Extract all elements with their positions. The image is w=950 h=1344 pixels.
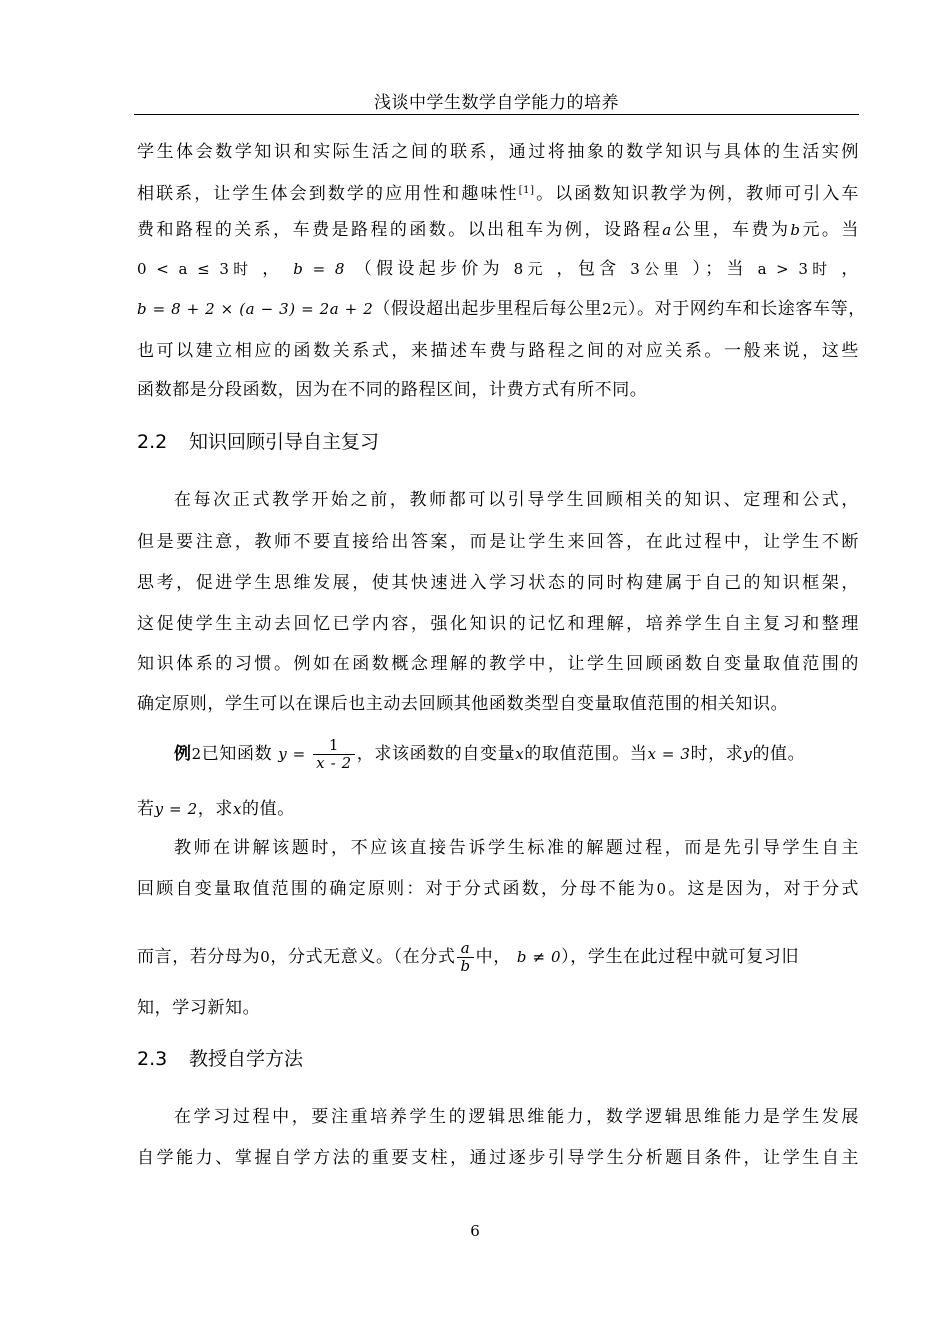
paragraph-line: 但是要注意，教师不要直接给出答案，而是让学生来回答，在此过程中，让学生不断 (137, 532, 859, 552)
paragraph-line: 知，学习新知。 (137, 998, 261, 1018)
paragraph-line: b = 8 + 2 × (a − 3) = 2a + 2（假设超出起步里程后每公里2元）。对于网约车和长途客车等， (137, 299, 866, 319)
paragraph-line: 教师在讲解该题时，不应该直接告诉学生标准的解题过程，而是先引导学生自主 (174, 838, 859, 858)
paragraph-line: 0 < a ≤ 3时 ， b = 8 （假设起步价为 8元 ，包含 3公里 ）；当 a > 3时 ， (137, 259, 859, 279)
paragraph-line: 思考，促进学生思维发展，使其快速进入学习状态的同时构建属于自己的知识框架， (137, 573, 859, 593)
running-header: 浅谈中学生数学自学能力的培养 (374, 93, 619, 113)
paragraph-line: 在每次正式教学开始之前，教师都可以引导学生回顾相关的知识、定理和公式， (174, 490, 859, 510)
section-heading: 2.2 知识回顾引导自主复习 (137, 431, 380, 453)
header-rule (134, 114, 859, 115)
paragraph-line: 回顾自变量取值范围的确定原则：对于分式函数，分母不能为0。这是因为，对于分式 (137, 879, 859, 899)
paragraph-line: 学生体会数学知识和实际生活之间的联系，通过将抽象的数学知识与具体的生活实例 (137, 142, 859, 162)
paragraph-line: 自学能力、掌握自学方法的重要支柱，通过逐步引导学生分析题目条件，让学生自主 (137, 1148, 859, 1168)
paragraph-line: 也可以建立相应的函数关系式，来描述车费与路程之间的对应关系。一般来说，这些 (137, 341, 859, 361)
section-heading: 2.3 教授自学方法 (137, 1048, 304, 1070)
fraction: $\frac{a}{b}$ (457, 940, 473, 975)
example-line: 例2已知函数 y = $\frac{1}{x - 2}$ ，求该函数的自变量x的取值范围。当x = 3时，求y的值。 (174, 736, 806, 772)
paragraph-line: 在学习过程中，要注重培养学生的逻辑思维能力，数学逻辑思维能力是学生发展 (174, 1107, 859, 1127)
paragraph-line: 这促使学生主动去回忆已学内容，强化知识的记忆和理解，培养学生自主复习和整理 (137, 614, 859, 634)
fraction: $\frac{1}{x - 2}$ (313, 737, 355, 772)
example-label: 例 (174, 744, 192, 764)
citation: [1] (518, 185, 535, 196)
page-number: 6 (470, 1222, 480, 1240)
paragraph-line: 而言，若分母为0，分式无意义。（在分式 $\frac{a}{b}$ 中， b ≠ 0），学生在此过程中就可复习旧 (137, 939, 800, 975)
formula: b = 8 + 2 × (a − 3) = 2a + 2 (137, 300, 374, 318)
paragraph-line: 费和路程的关系，车费是路程的函数。以出租车为例，设路程a公里，车费为b元。当 (137, 220, 859, 240)
paragraph-line: 函数都是分段函数，因为在不同的路程区间，计费方式有所不同。 (137, 380, 648, 400)
paragraph-line: 相联系，让学生体会到数学的应用性和趣味性[1]。以函数知识教学为例，教师可引入车 (137, 184, 860, 204)
example-line: 若y = 2，求x的值。 (137, 799, 295, 819)
paragraph-line: 知识体系的习惯。例如在函数概念理解的教学中，让学生回顾函数自变量取值范围的 (137, 654, 859, 674)
paragraph-line: 确定原则，学生可以在课后也主动去回顾其他函数类型自变量取值范围的相关知识。 (137, 694, 789, 714)
